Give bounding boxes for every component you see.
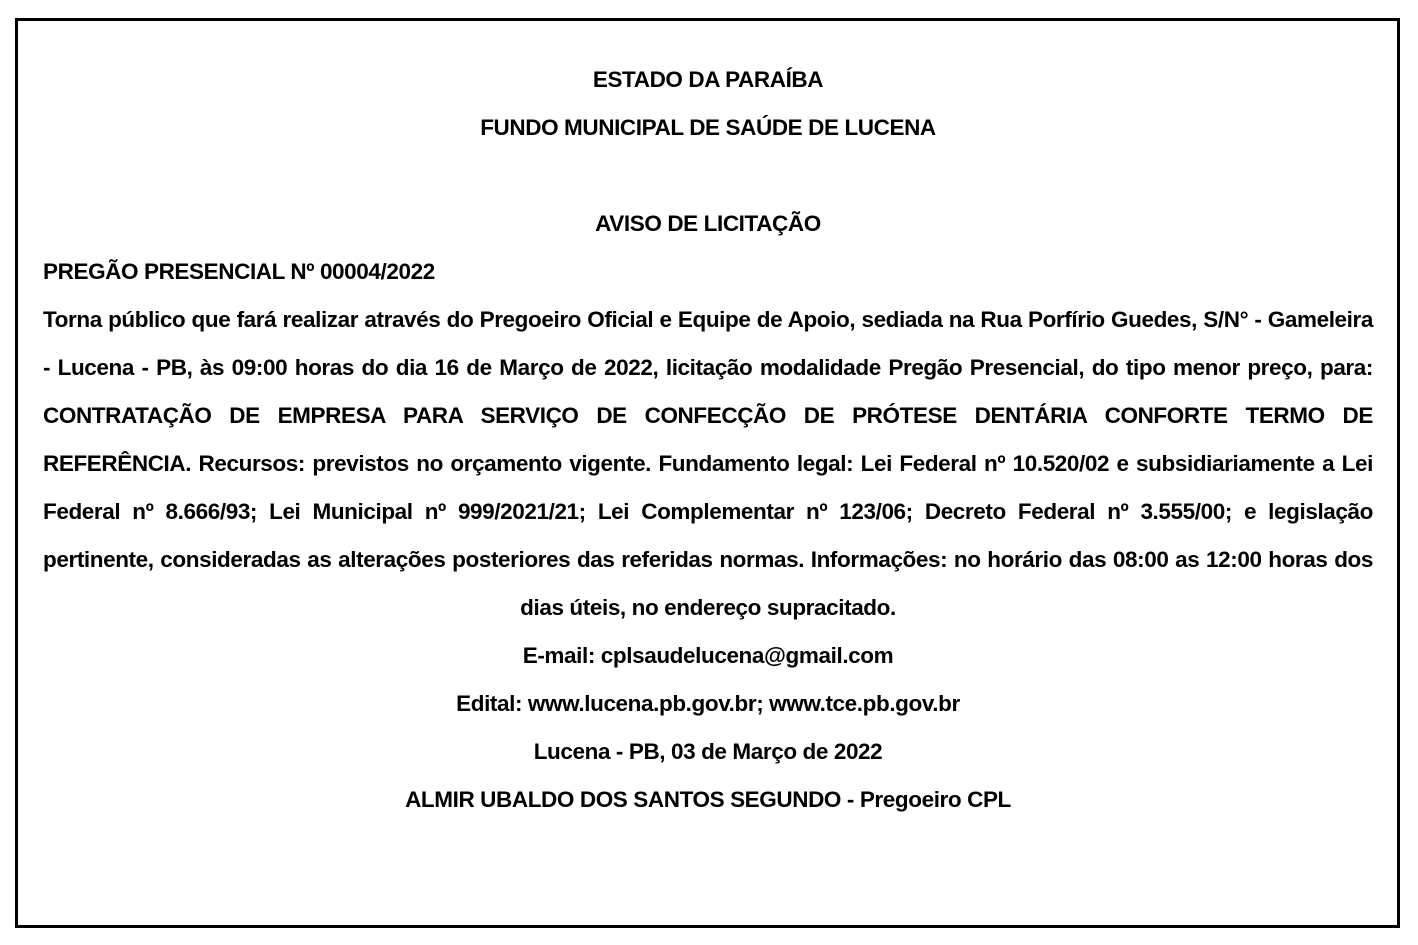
fund-heading: FUNDO MUNICIPAL DE SAÚDE DE LUCENA	[480, 115, 936, 140]
edital-links: Edital: www.lucena.pb.gov.br; www.tce.pb.gov.br	[456, 691, 960, 716]
notice-title: AVISO DE LICITAÇÃO	[595, 211, 821, 236]
notice-body: Torna público que fará realizar através do Pregoeiro Oficial e Equipe de Apoio, sediada na Rua Porfírio Guedes, S/N° - Gameleira - Lucena - PB, às 09:00 horas do dia 16 de Março de 2022, licitação modalidade Pregão Presencial, do tipo menor preço, para: CONTRATAÇÃO DE EMPRESA PARA SERVIÇO DE CONFECÇÃO DE PRÓTESE DENTÁRIA CONFORTE TERMO DE REFERÊNCIA. Recursos: previstos no orçamento vigente. Fundamento legal: Lei Federal nº 10.520/02 e subsidiariamente a Lei Federal nº 8.666/93; Lei Municipal nº 999/2021/21; Lei Complementar nº 123/06; Decreto Federal nº 3.555/00; e legislação pertinente, consideradas as alterações posteriores das referidas normas. Informações: no horário das 08:00 as 12:00 horas dos dias úteis, no endereço supracitado.	[43, 307, 1373, 620]
state-heading: ESTADO DA PARAÍBA	[592, 67, 824, 92]
signature: ALMIR UBALDO DOS SANTOS SEGUNDO - Pregoeiro CPL	[405, 787, 1011, 812]
spacer	[43, 152, 1373, 200]
place-date: Lucena - PB, 03 de Março de 2022	[533, 739, 883, 764]
procedure-number: PREGÃO PRESENCIAL Nº 00004/2022	[43, 259, 435, 284]
notice-content	[43, 56, 1373, 824]
contact-email: E-mail: cplsaudelucena@gmail.com	[522, 643, 894, 668]
